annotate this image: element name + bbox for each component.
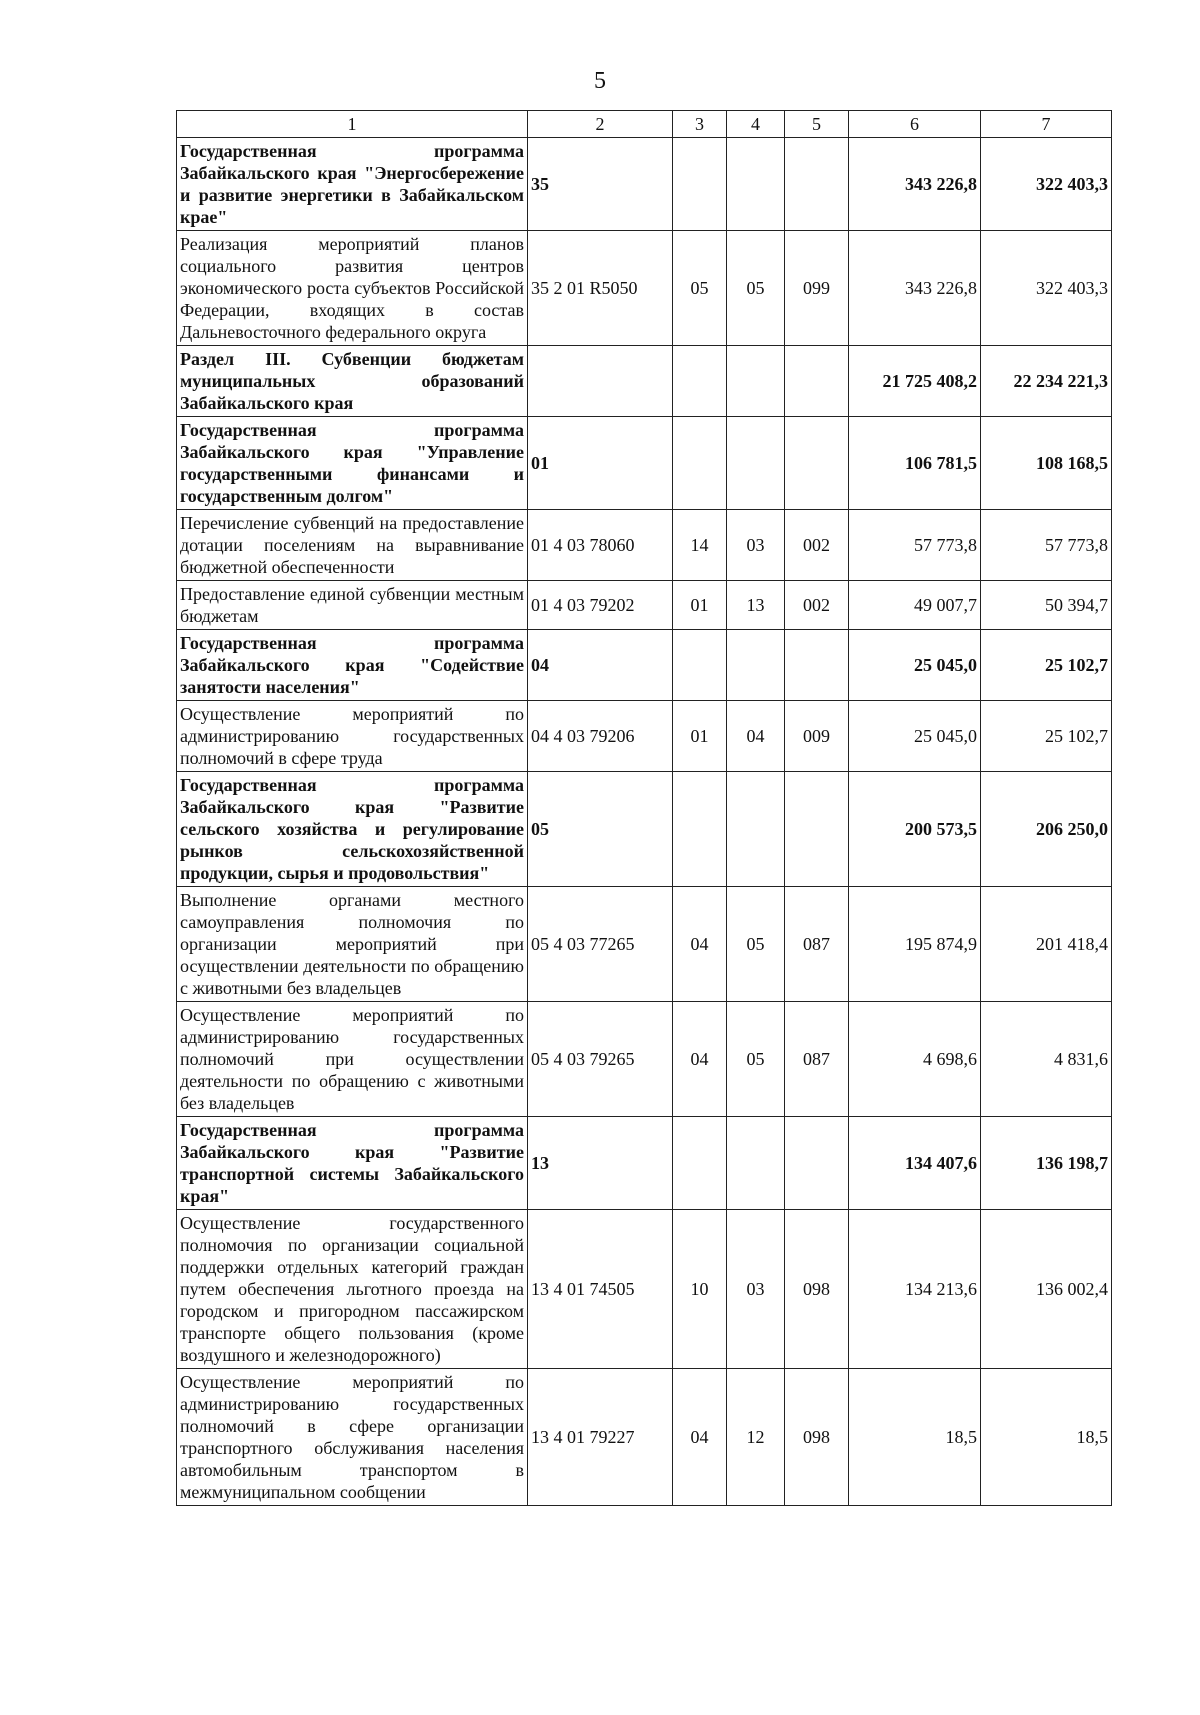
row-code: 01 4 03 78060	[528, 510, 673, 581]
row-value-6: 343 226,8	[849, 138, 981, 231]
row-col4	[727, 1117, 785, 1210]
row-code: 13	[528, 1117, 673, 1210]
row-value-6: 25 045,0	[849, 630, 981, 701]
row-name: Государственная программа Забайкальского края "Развитие транспортной системы Забайкальского края"	[177, 1117, 528, 1210]
table-row	[177, 346, 1112, 417]
row-code: 01	[528, 417, 673, 510]
row-col3: 04	[673, 1002, 727, 1117]
row-col5	[785, 138, 849, 231]
row-col4: 03	[727, 1210, 785, 1369]
row-col5	[785, 1117, 849, 1210]
table-row	[177, 701, 1112, 772]
row-value-6: 200 573,5	[849, 772, 981, 887]
row-code: 13 4 01 74505	[528, 1210, 673, 1369]
row-name: Перечисление субвенций на предоставление дотации поселениям на выравнивание бюджетной обеспеченности	[177, 510, 528, 581]
row-code: 35 2 01 R5050	[528, 231, 673, 346]
row-name: Реализация мероприятий планов социального развития центров экономического роста субъектов Российской Федерации, входящих в состав Дальневосточного федерального округа	[177, 231, 528, 346]
row-name: Государственная программа Забайкальского края "Энергосбережение и развитие энергетики в Забайкальском крае"	[177, 138, 528, 231]
row-col4	[727, 346, 785, 417]
header-col-7: 7	[981, 111, 1112, 138]
row-col5: 002	[785, 510, 849, 581]
row-col4	[727, 138, 785, 231]
row-value-6: 134 213,6	[849, 1210, 981, 1369]
row-col3: 04	[673, 1369, 727, 1506]
row-code: 05 4 03 77265	[528, 887, 673, 1002]
row-col3: 04	[673, 887, 727, 1002]
row-code: 01 4 03 79202	[528, 581, 673, 630]
header-col-1: 1	[177, 111, 528, 138]
row-name: Предоставление единой субвенции местным бюджетам	[177, 581, 528, 630]
row-name: Выполнение органами местного самоуправления полномочия по организации мероприятий при осуществлении деятельности по обращению с животными без владельцев	[177, 887, 528, 1002]
row-value-7: 108 168,5	[981, 417, 1112, 510]
table-row	[177, 630, 1112, 701]
row-value-7: 201 418,4	[981, 887, 1112, 1002]
row-col3: 01	[673, 701, 727, 772]
table-row	[177, 772, 1112, 887]
row-col4: 12	[727, 1369, 785, 1506]
row-col5	[785, 417, 849, 510]
row-col5: 002	[785, 581, 849, 630]
row-code: 13 4 01 79227	[528, 1369, 673, 1506]
row-col4: 05	[727, 1002, 785, 1117]
row-name: Осуществление мероприятий по администрированию государственных полномочий в сфере труда	[177, 701, 528, 772]
row-name: Государственная программа Забайкальского края "Управление государственными финансами и государственным долгом"	[177, 417, 528, 510]
row-col4: 13	[727, 581, 785, 630]
row-col5: 087	[785, 887, 849, 1002]
row-col5	[785, 772, 849, 887]
row-col5	[785, 630, 849, 701]
row-col4: 05	[727, 231, 785, 346]
row-value-6: 106 781,5	[849, 417, 981, 510]
row-code: 04 4 03 79206	[528, 701, 673, 772]
table-row	[177, 1002, 1112, 1117]
row-value-7: 57 773,8	[981, 510, 1112, 581]
row-name: Осуществление государственного полномочия по организации социальной поддержки отдельных категорий граждан путем обеспечения льготного проезда на городском и пригородном пассажирском транспорте общего пользования (кроме воздушного и железнодорожного)	[177, 1210, 528, 1369]
row-value-6: 195 874,9	[849, 887, 981, 1002]
row-col3: 10	[673, 1210, 727, 1369]
row-value-7: 25 102,7	[981, 701, 1112, 772]
row-col3: 01	[673, 581, 727, 630]
row-code: 04	[528, 630, 673, 701]
row-col3	[673, 630, 727, 701]
row-col3: 14	[673, 510, 727, 581]
row-value-7: 206 250,0	[981, 772, 1112, 887]
row-name: Осуществление мероприятий по администрированию государственных полномочий в сфере организации транспортного обслуживания населения автомобильным транспортом в межмуниципальном сообщении	[177, 1369, 528, 1506]
row-code	[528, 346, 673, 417]
row-value-7: 4 831,6	[981, 1002, 1112, 1117]
row-value-7: 322 403,3	[981, 138, 1112, 231]
table-row	[177, 1369, 1112, 1506]
table-row	[177, 1117, 1112, 1210]
row-name: Государственная программа Забайкальского края "Содействие занятости населения"	[177, 630, 528, 701]
row-value-7: 22 234 221,3	[981, 346, 1112, 417]
header-col-6: 6	[849, 111, 981, 138]
header-col-2: 2	[528, 111, 673, 138]
row-col5: 087	[785, 1002, 849, 1117]
row-col5: 009	[785, 701, 849, 772]
row-col5	[785, 346, 849, 417]
row-col4	[727, 630, 785, 701]
row-col4	[727, 772, 785, 887]
budget-table	[176, 110, 1112, 1506]
page-number: 5	[594, 68, 606, 94]
table-row	[177, 231, 1112, 346]
row-value-6: 4 698,6	[849, 1002, 981, 1117]
header-col-5: 5	[785, 111, 849, 138]
row-code: 05	[528, 772, 673, 887]
row-value-7: 322 403,3	[981, 231, 1112, 346]
row-value-6: 21 725 408,2	[849, 346, 981, 417]
header-row	[177, 111, 1112, 138]
table-row	[177, 581, 1112, 630]
table-row	[177, 417, 1112, 510]
row-value-7: 136 198,7	[981, 1117, 1112, 1210]
table-row	[177, 1210, 1112, 1369]
header-col-4: 4	[727, 111, 785, 138]
row-name: Раздел III. Субвенции бюджетам муниципальных образований Забайкальского края	[177, 346, 528, 417]
row-value-6: 18,5	[849, 1369, 981, 1506]
row-col5: 099	[785, 231, 849, 346]
row-col3	[673, 1117, 727, 1210]
row-col3	[673, 138, 727, 231]
row-value-6: 343 226,8	[849, 231, 981, 346]
row-col4: 03	[727, 510, 785, 581]
row-value-6: 25 045,0	[849, 701, 981, 772]
row-col3	[673, 417, 727, 510]
row-value-7: 18,5	[981, 1369, 1112, 1506]
row-code: 05 4 03 79265	[528, 1002, 673, 1117]
row-col3: 05	[673, 231, 727, 346]
row-col5: 098	[785, 1369, 849, 1506]
table-row	[177, 510, 1112, 581]
row-col4	[727, 417, 785, 510]
row-value-6: 49 007,7	[849, 581, 981, 630]
row-value-7: 50 394,7	[981, 581, 1112, 630]
row-col4: 04	[727, 701, 785, 772]
row-col4: 05	[727, 887, 785, 1002]
row-value-7: 25 102,7	[981, 630, 1112, 701]
row-col3	[673, 772, 727, 887]
table-row	[177, 887, 1112, 1002]
row-code: 35	[528, 138, 673, 231]
row-value-6: 134 407,6	[849, 1117, 981, 1210]
row-value-6: 57 773,8	[849, 510, 981, 581]
row-col5: 098	[785, 1210, 849, 1369]
row-value-7: 136 002,4	[981, 1210, 1112, 1369]
row-col3	[673, 346, 727, 417]
row-name: Государственная программа Забайкальского края "Развитие сельского хозяйства и регулирование рынков сельскохозяйственной продукции, сырья и продовольствия"	[177, 772, 528, 887]
row-name: Осуществление мероприятий по администрированию государственных полномочий при осуществлении деятельности по обращению с животными без владельцев	[177, 1002, 528, 1117]
table-row	[177, 138, 1112, 231]
header-col-3: 3	[673, 111, 727, 138]
